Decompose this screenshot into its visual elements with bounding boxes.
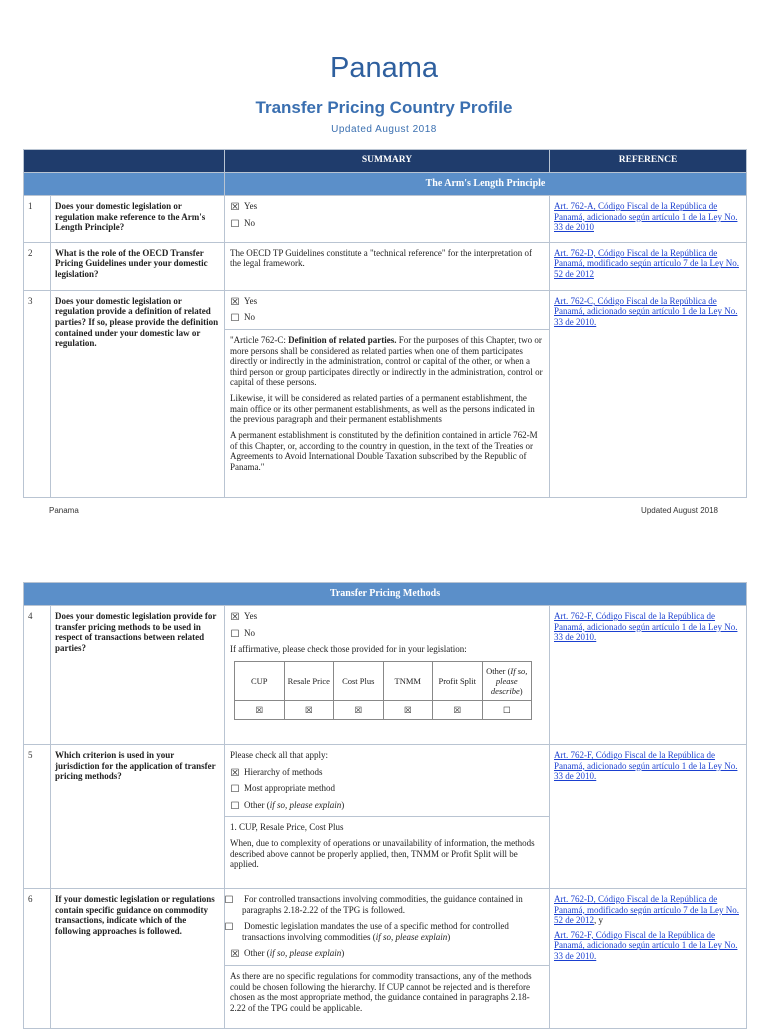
section-tp-methods: Transfer Pricing Methods [24, 583, 747, 606]
criterion-intro: Please check all that apply: [230, 750, 328, 760]
table-row [24, 606, 747, 745]
checkbox-profit-split[interactable]: ☒ [433, 700, 483, 719]
page-title: Panama [329, 52, 438, 84]
table-row [24, 290, 747, 497]
method-tnmm: TNMM [383, 661, 433, 700]
table-row [24, 889, 747, 1029]
row-number: 5 [24, 745, 51, 889]
question-text: Does your domestic legislation provide for transfer pricing methods to be used in respect of transactions between related parties? [51, 606, 225, 745]
row-number: 2 [24, 242, 51, 290]
answer-text: The OECD TP Guidelines constitute a "technical reference" for the interpretation of the legal framework. [225, 242, 550, 290]
checked-box-icon: ☒ [230, 767, 240, 779]
table-row [24, 196, 747, 243]
reference-cell [550, 242, 747, 290]
answer-cell [225, 290, 550, 497]
header-blank [24, 150, 225, 173]
unchecked-box-icon: ☐ [230, 784, 240, 796]
checkbox-yes[interactable]: ☒ Yes [230, 295, 258, 308]
checked-box-icon: ☒ [230, 949, 240, 961]
unchecked-box-icon: ☐ [230, 800, 240, 812]
section-arms-length: The Arm's Length Principle [225, 173, 747, 196]
footer-country: Panama [49, 506, 79, 515]
definition-block: "Article 762-C: Definition of related parties. For the purposes of this Chapter, two or more persons shall be considered as related parties when one of them participates directly or indirectly in the administration, control or capital of the other, or when a third person or group participates directly or indirectly in the administration, control or capital of these persons. Likewise, it will be considered as related parties of a permanent establishment, the main office or its other permanent establishments, as well as the persons indicated in the previous paragraph and their permanent establishments A permanent establishment is constituted by the definition contained in article 762-M of this Chapter, or, according to the country in question, in the text of the Treaties or Agreements to Avoid International Double Taxation subscribed by the Republic of Panama." [225, 329, 549, 482]
checkbox-cup[interactable]: ☒ [235, 700, 285, 719]
reference-link[interactable]: Art. 762-F, Código Fiscal de la República de Panamá, adicionado según artículo 1 de la Ley No. 33 de 2010. [554, 929, 738, 962]
checkbox-other[interactable]: ☐ Other (if so, please explain) [230, 799, 345, 812]
reference-cell [550, 606, 747, 745]
profile-table-1 [23, 149, 747, 498]
methods-intro: If affirmative, please check those provided for in your legislation: [230, 644, 467, 655]
reference-cell: Art. 762-D, Código Fiscal de la República de Panamá, modificado según artículo 7 de la Ley No. 52 de 2012, y Art. 762-F, Código Fiscal de la República de Panamá, adicionado según artículo 1 de la Ley No. 33 de 2010. [550, 889, 747, 1029]
unchecked-box-icon: ☐ [224, 922, 234, 934]
reference-link[interactable]: Art. 762-A, Código Fiscal de la República de Panamá, adicionado según artículo 1 de la Ley No. 33 de 2010 [554, 201, 738, 233]
method-other: Other (If so, please describe) [482, 661, 532, 700]
checked-box-icon: ☒ [230, 612, 240, 623]
row-number: 6 [24, 889, 51, 1029]
method-resale-price: Resale Price [284, 661, 334, 700]
checkbox-specific-method[interactable]: ☐ Domestic legislation mandates the use of a specific method for controlled transactions involving commodities (if so, please explain) [224, 921, 509, 942]
reference-link[interactable]: Art. 762-F, Código Fiscal de la República de Panamá, adicionado según artículo 1 de la Ley No. 33 de 2010. [554, 611, 738, 643]
unchecked-box-icon: ☐ [230, 218, 240, 230]
row-number: 3 [24, 290, 51, 497]
question-text: Which criterion is used in your jurisdiction for the application of transfer pricing methods? [51, 745, 225, 889]
row-number: 4 [24, 606, 51, 745]
answer-cell [225, 745, 550, 889]
checkbox-resale-price[interactable]: ☒ [284, 700, 334, 719]
method-cost-plus: Cost Plus [334, 661, 384, 700]
reference-link[interactable]: Art. 762-C, Código Fiscal de la República de Panamá, adicionado según artículo 1 de la Ley No. 33 de 2010. [554, 295, 738, 328]
reference-link[interactable]: Art. 762-D, Código Fiscal de la República de Panamá, modificado según artículo 7 de la Ley No. 52 de 2012 [554, 894, 739, 926]
row-number: 1 [24, 196, 51, 243]
checkbox-no[interactable]: ☐ No [230, 312, 255, 325]
checkbox-most-appropriate[interactable]: ☐ Most appropriate method [230, 783, 335, 796]
document-subtitle: Transfer Pricing Country Profile [255, 98, 513, 117]
reference-cell [550, 745, 747, 889]
updated-date: Updated August 2018 [331, 124, 437, 135]
checkbox-no[interactable]: ☐ No [230, 217, 255, 230]
reference-link[interactable]: Art. 762-D, Código Fiscal de la República de Panamá, modificado según artículo 7 de la Ley No. 52 de 2012 [554, 247, 739, 280]
checkbox-no[interactable]: ☐ No [230, 627, 255, 640]
method-profit-split: Profit Split [433, 661, 483, 700]
answer-cell [225, 889, 550, 1029]
hierarchy-detail: 1. CUP, Resale Price, Cost Plus When, due to complexity of operations or unavailability of information, the methods described above cannot be properly applied, then, TNMM or Profit Split will be applied. [225, 816, 549, 879]
reference-link[interactable]: Art. 762-F, Código Fiscal de la República de Panamá, adicionado según artículo 1 de la Ley No. 33 de 2010. [554, 750, 738, 782]
answer-cell [225, 606, 550, 745]
profile-table-2 [23, 582, 747, 1029]
checked-box-icon: ☒ [230, 202, 240, 213]
answer-cell [225, 196, 550, 243]
question-text: Does your domestic legislation or regulation make reference to the Arm's Length Principle? [51, 196, 225, 243]
header-summary: SUMMARY [225, 150, 550, 173]
checkbox-tpg-guidance[interactable]: ☐ For controlled transactions involving commodities, the guidance contained in paragraphs 2.18-2.22 of the TPG is followed. [224, 894, 523, 915]
footer-updated: Updated August 2018 [641, 506, 718, 515]
table-row [24, 242, 747, 290]
checkbox-hierarchy[interactable]: ☒ Hierarchy of methods [230, 766, 323, 779]
question-text: Does your domestic legislation or regulation provide a definition of related parties? If so, please provide the definition contained under your domestic law or regulation. [51, 290, 225, 497]
methods-table [234, 661, 532, 720]
checkbox-cost-plus[interactable]: ☒ [334, 700, 384, 719]
commodity-detail: As there are no specific regulations for commodity transactions, any of the methods could be chosen following the hierarchy. If CUP cannot be rejected and is therefore chosen as the most appropriate method, the guidance contained in paragraphs 2.18-2.22 of the TPG could be applicable. [225, 965, 549, 1023]
table-row [24, 745, 747, 889]
checkbox-other[interactable]: ☒ Other (if so, please explain) [230, 948, 345, 961]
checkbox-yes[interactable]: ☒ Yes [230, 611, 258, 623]
checkbox-yes[interactable]: ☒ Yes [230, 201, 258, 213]
question-text: If your domestic legislation or regulations contain specific guidance on commodity transactions, indicate which of the following approaches is followed. [51, 889, 225, 1029]
unchecked-box-icon: ☐ [230, 628, 240, 640]
checkbox-other[interactable]: ☐ [482, 700, 532, 719]
checked-box-icon: ☒ [230, 296, 240, 308]
header-reference: REFERENCE [550, 150, 747, 173]
method-cup: CUP [235, 661, 285, 700]
reference-cell [550, 196, 747, 243]
checkbox-tnmm[interactable]: ☒ [383, 700, 433, 719]
unchecked-box-icon: ☐ [230, 313, 240, 325]
unchecked-box-icon: ☐ [224, 895, 234, 906]
question-text: What is the role of the OECD Transfer Pricing Guidelines under your domestic legislation? [51, 242, 225, 290]
reference-cell [550, 290, 747, 497]
